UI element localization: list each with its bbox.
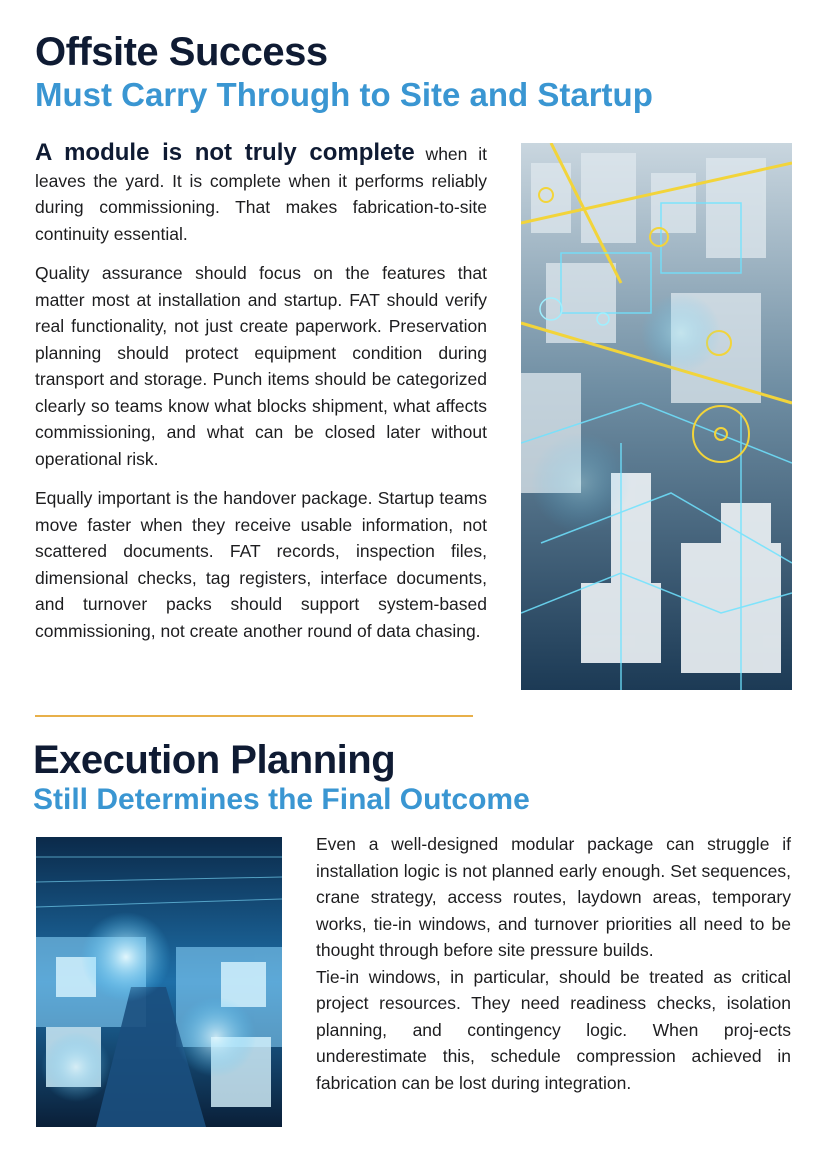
- section1-title: Offsite Success: [35, 30, 328, 74]
- section2-body: [316, 831, 791, 1096]
- lead-bold-text: A module is not truly complete: [35, 139, 415, 166]
- factory-digital-image: [521, 143, 792, 690]
- lead-rest-text: when it leaves the yard. It is complete when it performs reliably during commissioning. That makes fabrication-to-site continuity essential.: [35, 144, 487, 244]
- section2-paragraph-2: Tie-in windows, in particular, should be treated as critical project resources. They need readiness checks, isolation planning, and contingency logic. When proj-ects underestimate this, schedule compression achieved in fabrication can be lost during integration.: [316, 966, 791, 1093]
- section2-subtitle: Still Determines the Final Outcome: [33, 783, 530, 816]
- section1-paragraph-2: Quality assurance should focus on the features that matter most at installation and startup. FAT should verify real functionality, not just create paperwork. Preservation planning should protect equipment condition during transport and storage. Punch items should be categorized clearly so teams know what blocks shipment, what affects commissioning, and what can be closed later without operational risk.: [35, 263, 487, 469]
- section-divider: [35, 715, 473, 717]
- section1-lead-paragraph: [35, 140, 487, 247]
- section1-subtitle: Must Carry Through to Site and Startup: [35, 76, 653, 113]
- section1-body: [35, 140, 487, 657]
- section2-title: Execution Planning: [33, 738, 396, 782]
- section2-paragraph-1: Even a well-designed modular package can struggle if installation logic is not planned early enough. Set sequences, crane strategy, access routes, laydown areas, temporary works, tie-in windows, and turnover priorities all need to be thought through before site pressure builds.: [316, 834, 791, 960]
- section1-paragraph-3: Equally important is the handover package. Startup teams move faster when they receive usable information, not scattered documents. FAT records, inspection files, dimensional checks, tag registers, interface documents, and turnover packs should support system-based commissioning, not create another round of data chasing.: [35, 488, 487, 641]
- factory-line-image: [36, 837, 282, 1127]
